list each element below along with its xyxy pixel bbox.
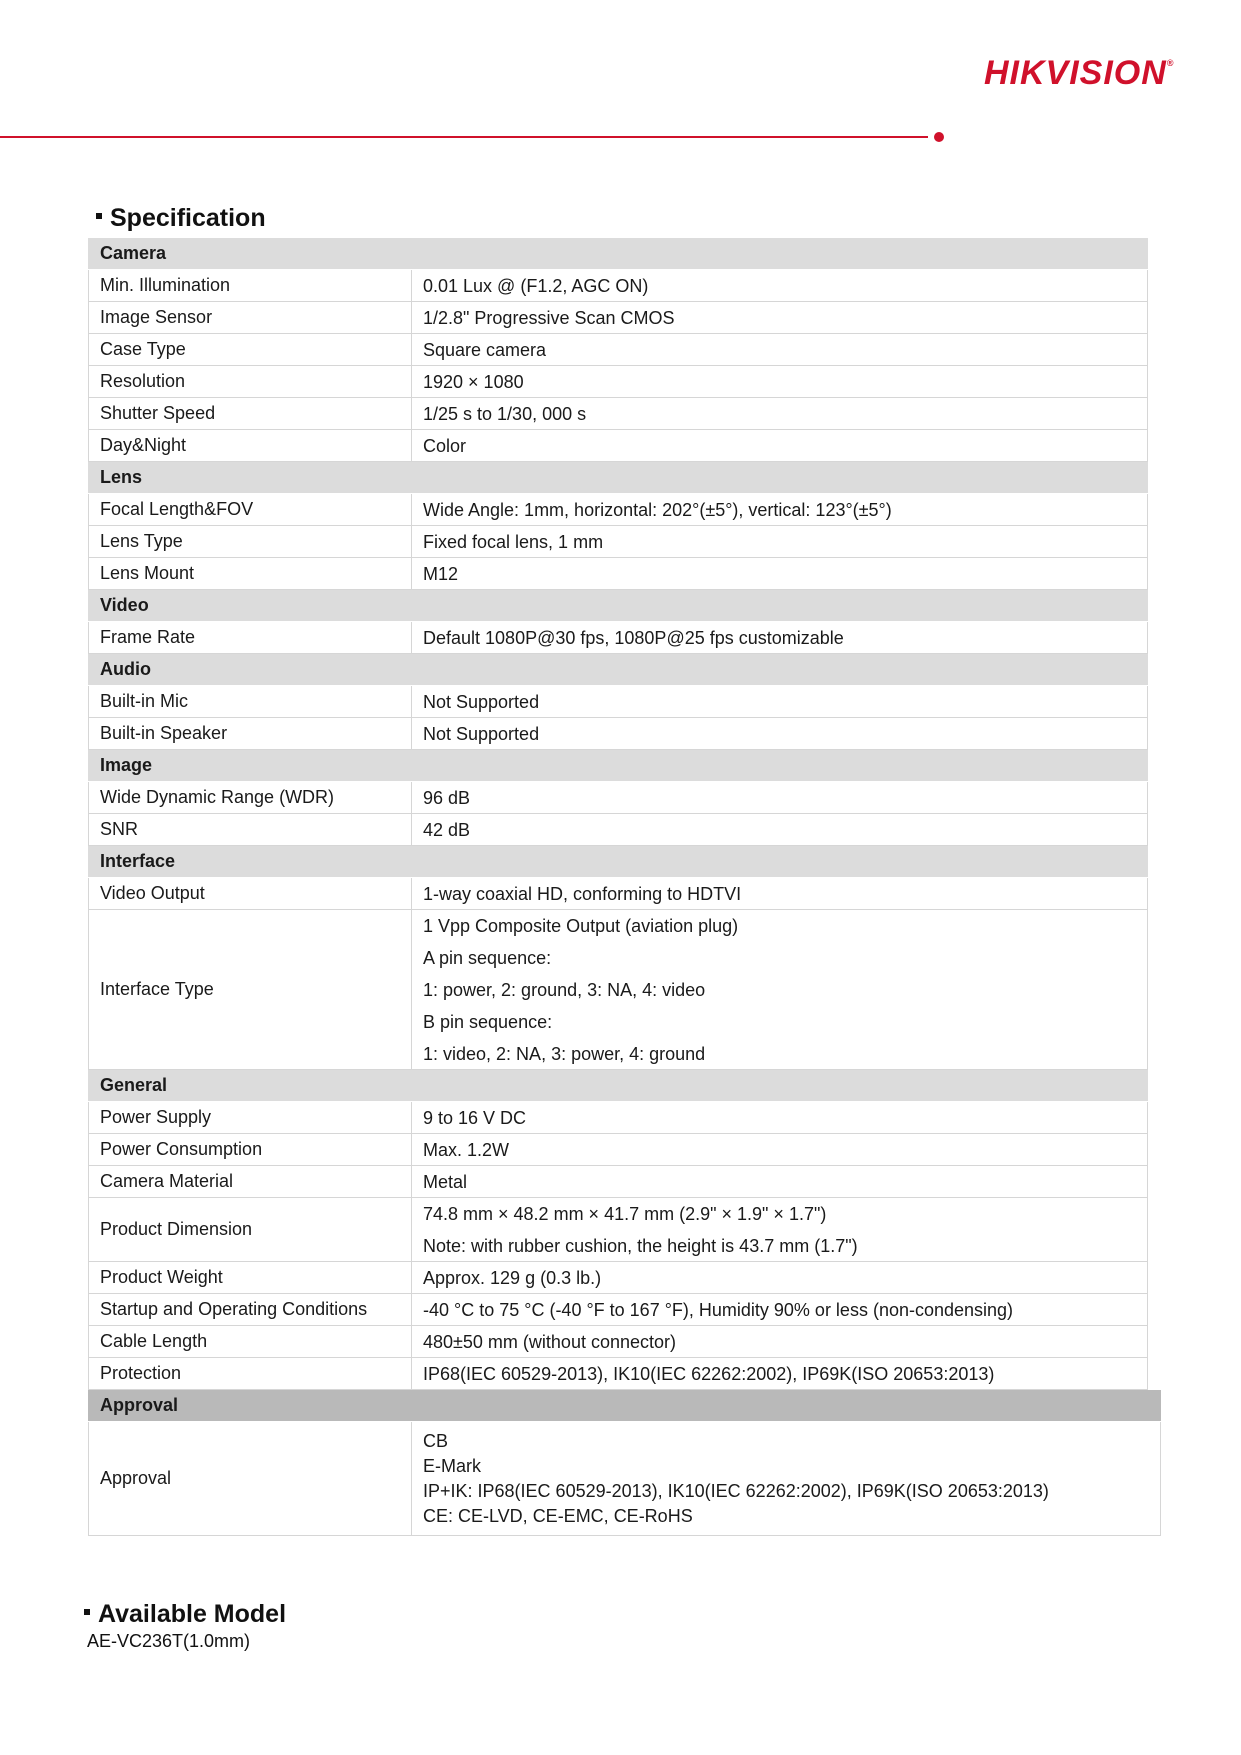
spec-value [412,686,1147,717]
spec-row [88,558,1148,590]
spec-row [88,1326,1148,1358]
spec-row [88,1102,1148,1134]
spec-value-line: 1-way coaxial HD, conforming to HDTVI [423,883,742,904]
spec-value-line: A pin sequence: [423,947,552,968]
spec-value-line: M12 [423,563,459,584]
spec-value-line: 480±50 mm (without connector) [423,1331,676,1352]
spec-row [88,1166,1148,1198]
spec-value-line: Max. 1.2W [423,1139,510,1160]
spec-label: Built-in Mic [89,686,412,717]
spec-section-title: Interface [100,851,176,871]
spec-value-line: 1920 × 1080 [423,371,524,392]
spec-section-header [88,846,1148,878]
spec-row [88,494,1148,526]
specification-table [88,238,1161,1536]
spec-row [88,1198,1148,1262]
spec-section-header [88,1390,1161,1422]
spec-value-line: Default 1080P@30 fps, 1080P@25 fps customizable [423,627,844,648]
spec-value [412,1326,1147,1357]
spec-value [412,302,1147,333]
spec-value-line: CE: CE-LVD, CE-EMC, CE-RoHS [423,1505,693,1526]
spec-label: Min. Illumination [89,270,412,301]
bullet-square-icon [84,1609,90,1615]
spec-value [412,558,1147,589]
spec-section-header [88,590,1148,622]
spec-row [88,782,1148,814]
spec-value-line: 96 dB [423,787,471,808]
spec-row [88,686,1148,718]
spec-label: Interface Type [89,910,412,1069]
spec-value-line: 74.8 mm × 48.2 mm × 41.7 mm (2.9" × 1.9" × 1.7") [423,1203,827,1224]
spec-row [88,430,1148,462]
spec-label: Lens Type [89,526,412,557]
spec-section-title: Camera [100,243,167,263]
spec-label: Approval [89,1422,412,1535]
spec-section-header [88,462,1148,494]
spec-label: Product Dimension [89,1198,412,1261]
spec-row [88,1422,1161,1536]
spec-section-title: Approval [100,1395,179,1415]
spec-label: Product Weight [89,1262,412,1293]
spec-row [88,526,1148,558]
spec-value [412,334,1147,365]
spec-value-line: 9 to 16 V DC [423,1107,527,1128]
spec-value [412,1166,1147,1197]
spec-value [412,910,1147,1069]
spec-value-line: Note: with rubber cushion, the height is 43.7 mm (1.7") [423,1235,858,1256]
spec-label: SNR [89,814,412,845]
spec-value [412,782,1147,813]
spec-value-line: Approx. 129 g (0.3 lb.) [423,1267,602,1288]
spec-value-line: IP68(IEC 60529-2013), IK10(IEC 62262:2002), IP69K(ISO 20653:2013) [423,1363,995,1384]
spec-value [412,430,1147,461]
spec-label: Image Sensor [89,302,412,333]
spec-value-line: 1 Vpp Composite Output (aviation plug) [423,915,739,936]
hikvision-logo: HIKVISION® [984,54,1175,92]
spec-value [412,1294,1147,1325]
spec-label: Protection [89,1358,412,1389]
spec-value-line: 0.01 Lux @ (F1.2, AGC ON) [423,275,649,296]
spec-value-line: Fixed focal lens, 1 mm [423,531,604,552]
spec-section-title: Lens [100,467,143,487]
spec-label: Focal Length&FOV [89,494,412,525]
spec-value [412,1134,1147,1165]
spec-row [88,878,1148,910]
spec-value [412,718,1147,749]
spec-value [412,494,1147,525]
spec-value [412,814,1147,845]
spec-row [88,334,1148,366]
spec-value-line: Wide Angle: 1mm, horizontal: 202°(±5°), vertical: 123°(±5°) [423,499,892,520]
spec-label: Camera Material [89,1166,412,1197]
spec-value [412,622,1147,653]
spec-label: Built-in Speaker [89,718,412,749]
spec-value-line: CB [423,1430,449,1451]
spec-label: Resolution [89,366,412,397]
spec-value-line: 1: power, 2: ground, 3: NA, 4: video [423,979,706,1000]
bullet-square-icon [96,213,102,219]
spec-label: Startup and Operating Conditions [89,1294,412,1325]
spec-row [88,1134,1148,1166]
spec-row [88,398,1148,430]
spec-row [88,1358,1148,1390]
spec-label: Lens Mount [89,558,412,589]
spec-row [88,910,1148,1070]
spec-value-line: 42 dB [423,819,471,840]
spec-label: Shutter Speed [89,398,412,429]
spec-row [88,622,1148,654]
spec-section-title: Audio [100,659,151,679]
spec-value [412,1422,1160,1535]
spec-label: Cable Length [89,1326,412,1357]
spec-value-line: Metal [423,1171,468,1192]
spec-value [412,398,1147,429]
spec-value-line: Square camera [423,339,547,360]
spec-value-line: 1/25 s to 1/30, 000 s [423,403,587,424]
spec-value-line: 1/2.8" Progressive Scan CMOS [423,307,675,328]
spec-value [412,878,1147,909]
spec-value-line: B pin sequence: [423,1011,553,1032]
spec-value [412,1102,1147,1133]
spec-value [412,366,1147,397]
spec-label: Case Type [89,334,412,365]
spec-label: Day&Night [89,430,412,461]
spec-value [412,270,1147,301]
specification-heading: Specification [96,204,266,233]
spec-label: Wide Dynamic Range (WDR) [89,782,412,813]
available-model-text: AE-VC236T(1.0mm) [87,1631,251,1651]
spec-row [88,1262,1148,1294]
spec-row [88,718,1148,750]
spec-value-line: 1: video, 2: NA, 3: power, 4: ground [423,1043,706,1064]
spec-value [412,1262,1147,1293]
spec-row [88,814,1148,846]
spec-value-line: Not Supported [423,723,540,744]
spec-section-title: Image [100,755,153,775]
header-rule-dot [934,132,944,142]
spec-label: Power Consumption [89,1134,412,1165]
spec-label: Video Output [89,878,412,909]
spec-value-line: IP+IK: IP68(IEC 60529-2013), IK10(IEC 62262:2002), IP69K(ISO 20653:2013) [423,1480,1049,1501]
spec-row [88,270,1148,302]
spec-label: Frame Rate [89,622,412,653]
spec-section-header [88,750,1148,782]
available-model-heading: Available Model [84,1600,286,1629]
spec-value [412,1198,1147,1261]
spec-row [88,302,1148,334]
header-rule [0,136,928,138]
spec-value-line: Not Supported [423,691,540,712]
spec-section-header [88,654,1148,686]
spec-value-line: Color [423,435,467,456]
spec-label: Power Supply [89,1102,412,1133]
spec-value [412,526,1147,557]
spec-row [88,1294,1148,1326]
spec-section-header [88,1070,1148,1102]
spec-value-line: E-Mark [423,1455,481,1476]
spec-section-title: General [100,1075,168,1095]
spec-value [412,1358,1147,1389]
spec-value-line: -40 °C to 75 °C (-40 °F to 167 °F), Humidity 90% or less (non-condensing) [423,1299,1014,1320]
spec-row [88,366,1148,398]
spec-section-title: Video [100,595,149,615]
spec-section-header [88,238,1148,270]
